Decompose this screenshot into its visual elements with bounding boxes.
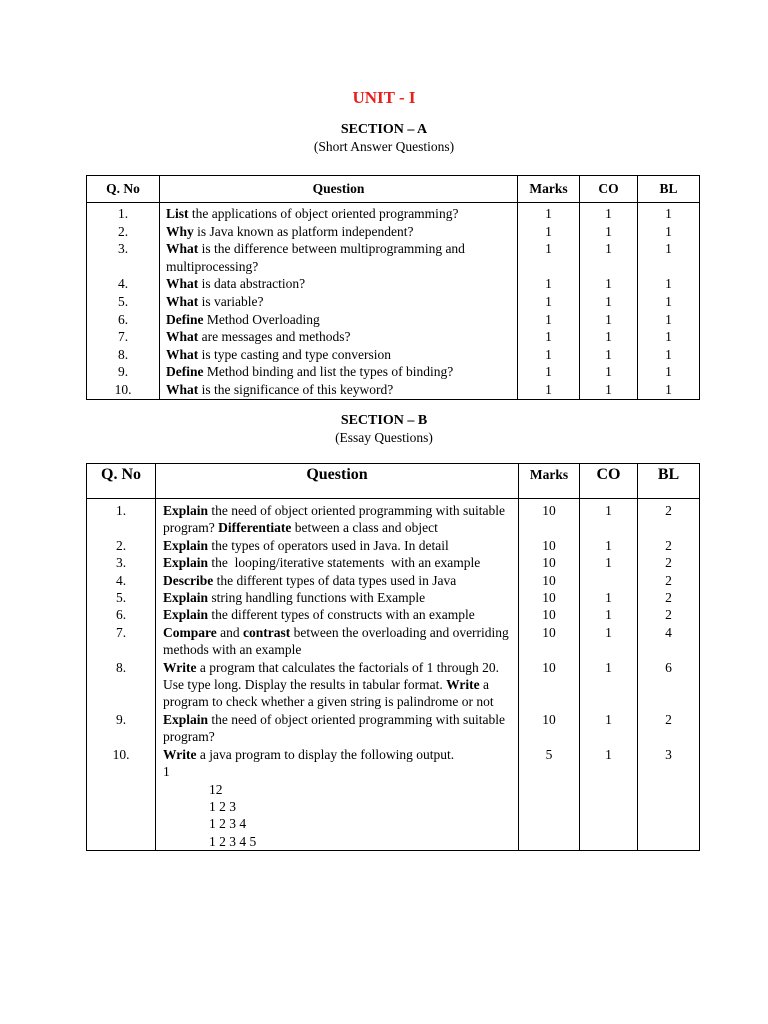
co-cell: [580, 572, 638, 589]
question-number: 5.: [87, 589, 156, 606]
marks-cell: 1: [518, 203, 580, 223]
question-number: 5.: [87, 293, 160, 311]
question-body: is Java known as platform independent?: [193, 223, 414, 239]
table-row: [87, 363, 700, 381]
header-bl: BL: [638, 464, 700, 499]
header-co: CO: [580, 464, 638, 499]
bl-cell: 1: [638, 240, 700, 275]
marks-cell: 10: [519, 624, 580, 659]
co-cell: 1: [580, 363, 638, 381]
bl-cell: 1: [638, 381, 700, 399]
header-question: Question: [156, 464, 519, 499]
question-number: 6.: [87, 606, 156, 623]
question-number: 10.: [87, 746, 156, 851]
marks-cell: 1: [518, 311, 580, 329]
marks-cell: 10: [519, 499, 580, 537]
table-row: [87, 746, 700, 851]
unit-title: UNIT - I: [352, 88, 416, 107]
question-keyword: Write: [163, 659, 197, 675]
question-text: [156, 624, 519, 659]
table-row: [87, 589, 700, 606]
question-text: [160, 311, 518, 329]
question-number: 10.: [87, 381, 160, 399]
output-line: 12: [209, 781, 223, 797]
header-qno: Q. No: [87, 464, 156, 499]
co-cell: 1: [580, 746, 638, 851]
question-number: 2.: [87, 537, 156, 554]
question-body: between a class and object: [291, 520, 438, 536]
question-keyword: Define: [166, 364, 204, 380]
bl-cell: 2: [638, 572, 700, 589]
question-number: 1.: [87, 499, 156, 537]
table-header-row: [87, 176, 700, 203]
question-body: a program to check whether a given string is palindrome or not: [163, 677, 494, 710]
bl-cell: 1: [638, 311, 700, 329]
co-cell: 1: [580, 328, 638, 346]
table-row: [87, 381, 700, 399]
table-row: [87, 328, 700, 346]
question-number: 3.: [87, 240, 160, 275]
question-keyword: Define: [166, 311, 204, 327]
question-keyword: What: [166, 346, 199, 362]
co-cell: 1: [580, 223, 638, 241]
header-co: CO: [580, 176, 638, 203]
co-cell: 1: [580, 554, 638, 571]
marks-cell: 10: [519, 606, 580, 623]
output-line: 1 2 3 4: [209, 816, 247, 832]
marks-cell: 1: [518, 293, 580, 311]
bl-cell: 1: [638, 275, 700, 293]
question-body: is the difference between multiprogramming and multiprocessing?: [166, 241, 465, 274]
essay-table: [86, 463, 700, 851]
table-row: [87, 223, 700, 241]
question-text: [160, 293, 518, 311]
question-keyword: Explain: [163, 537, 209, 553]
question-body: the applications of object oriented programming?: [188, 206, 459, 221]
question-text: [156, 499, 519, 537]
bl-cell: 2: [638, 606, 700, 623]
table-row: [87, 240, 700, 275]
co-cell: 1: [580, 203, 638, 223]
marks-cell: 10: [519, 554, 580, 571]
question-text: [156, 537, 519, 554]
question-keyword: What: [166, 329, 199, 345]
question-keyword: Write: [446, 677, 480, 693]
question-text: [156, 572, 519, 589]
table-row: [87, 311, 700, 329]
question-body: a java program to display the following output. 1: [163, 746, 515, 780]
question-text: [160, 203, 518, 223]
bl-cell: 2: [638, 554, 700, 571]
question-keyword: Explain: [163, 590, 209, 606]
question-text: [156, 606, 519, 623]
header-question: Question: [160, 176, 518, 203]
bl-cell: 1: [638, 346, 700, 364]
question-text: [156, 659, 519, 711]
question-keyword: Explain: [163, 503, 209, 518]
question-body: the different types of data types used in Java: [213, 572, 457, 588]
question-body: the need of object oriented programming with suitable program?: [163, 503, 509, 536]
question-body: string handling functions with Example: [208, 590, 426, 606]
marks-cell: 1: [518, 363, 580, 381]
question-body: between the overloading and overriding methods with an example: [163, 624, 513, 658]
question-number: 8.: [87, 346, 160, 364]
marks-cell: 1: [518, 328, 580, 346]
table-row: [87, 624, 700, 659]
marks-cell: 1: [518, 275, 580, 293]
table-header-row: [87, 464, 700, 499]
question-body: is variable?: [198, 293, 264, 309]
bl-cell: 4: [638, 624, 700, 659]
table-row: [87, 554, 700, 571]
question-keyword: Write: [163, 746, 197, 762]
table-row: [87, 203, 700, 223]
marks-cell: 1: [518, 381, 580, 399]
co-cell: 1: [580, 346, 638, 364]
section-a-subtitle: (Short Answer Questions): [313, 139, 455, 154]
question-number: 9.: [87, 711, 156, 746]
table-row: [87, 572, 700, 589]
question-number: 2.: [87, 223, 160, 241]
question-body: and: [216, 624, 243, 640]
question-keyword: What: [166, 241, 199, 257]
question-keyword: What: [166, 276, 199, 292]
question-keyword: Explain: [163, 711, 209, 727]
question-text: [156, 554, 519, 571]
co-cell: 1: [580, 499, 638, 537]
co-cell: 1: [580, 293, 638, 311]
header-qno: Q. No: [87, 176, 160, 203]
bl-cell: 1: [638, 203, 700, 223]
question-text: [160, 346, 518, 364]
output-line: 1 2 3 4 5: [209, 833, 257, 849]
question-number: 4.: [87, 275, 160, 293]
marks-cell: 1: [518, 346, 580, 364]
question-number: 7.: [87, 624, 156, 659]
question-keyword: Compare: [163, 624, 217, 640]
question-body: a program that calculates the factorials of 1 through 20. Use type long. Display the results in tabular format.: [163, 659, 503, 693]
question-keyword: What: [166, 293, 199, 309]
marks-cell: 10: [519, 659, 580, 711]
bl-cell: 2: [638, 537, 700, 554]
question-text: [160, 275, 518, 293]
co-cell: 1: [580, 381, 638, 399]
question-keyword: Differentiate: [218, 520, 292, 536]
section-a-title: SECTION – A: [340, 122, 428, 137]
table-row: [87, 499, 700, 537]
bl-cell: 1: [638, 328, 700, 346]
bl-cell: 1: [638, 293, 700, 311]
question-keyword: Describe: [163, 572, 214, 588]
bl-cell: 1: [638, 363, 700, 381]
question-body: the different types of constructs with an example: [208, 607, 475, 623]
question-text: [160, 381, 518, 399]
table-row: [87, 659, 700, 711]
question-number: 4.: [87, 572, 156, 589]
question-body: Method binding and list the types of binding?: [203, 364, 454, 380]
marks-cell: 1: [518, 223, 580, 241]
question-text: [160, 240, 518, 275]
question-text: [160, 328, 518, 346]
question-number: 9.: [87, 363, 160, 381]
question-text: [160, 363, 518, 381]
marks-cell: 10: [519, 711, 580, 746]
co-cell: 1: [580, 589, 638, 606]
section-b-title: SECTION – B: [340, 413, 428, 428]
table-row: [87, 346, 700, 364]
co-cell: 1: [580, 240, 638, 275]
question-keyword: Explain: [163, 607, 209, 623]
table-row: [87, 711, 700, 746]
question-number: 7.: [87, 328, 160, 346]
output-line: 1 2 3: [209, 798, 236, 814]
question-keyword: What: [166, 381, 199, 397]
question-keyword: List: [166, 206, 189, 221]
question-body: the looping/iterative statements with an example: [208, 555, 481, 571]
marks-cell: 10: [519, 572, 580, 589]
bl-cell: 2: [638, 711, 700, 746]
section-b-subtitle: (Essay Questions): [335, 430, 433, 445]
header-marks: Marks: [519, 464, 580, 499]
header-marks: Marks: [518, 176, 580, 203]
question-text: [156, 711, 519, 746]
short-answer-table: [86, 175, 700, 400]
bl-cell: 1: [638, 223, 700, 241]
co-cell: 1: [580, 659, 638, 711]
question-body: is type casting and type conversion: [198, 346, 391, 362]
co-cell: 1: [580, 275, 638, 293]
question-number: 6.: [87, 311, 160, 329]
co-cell: 1: [580, 624, 638, 659]
question-text: [160, 223, 518, 241]
bl-cell: 2: [638, 589, 700, 606]
marks-cell: 5: [519, 746, 580, 851]
bl-cell: 6: [638, 659, 700, 711]
question-body: the types of operators used in Java. In detail: [208, 537, 449, 553]
question-text: [156, 746, 519, 851]
table-row: [87, 293, 700, 311]
question-body: is data abstraction?: [198, 276, 306, 292]
co-cell: 1: [580, 537, 638, 554]
question-body: Method Overloading: [203, 311, 320, 327]
marks-cell: 1: [518, 240, 580, 275]
question-number: 8.: [87, 659, 156, 711]
question-text: [156, 589, 519, 606]
co-cell: 1: [580, 606, 638, 623]
table-row: [87, 537, 700, 554]
question-number: 1.: [87, 203, 160, 223]
question-keyword: contrast: [243, 624, 291, 640]
header-bl: BL: [638, 176, 700, 203]
bl-cell: 2: [638, 499, 700, 537]
question-keyword: Explain: [163, 555, 209, 571]
co-cell: 1: [580, 311, 638, 329]
question-body: is the significance of this keyword?: [198, 381, 394, 397]
co-cell: 1: [580, 711, 638, 746]
question-body: are messages and methods?: [198, 329, 351, 345]
question-number: 3.: [87, 554, 156, 571]
question-body: the need of object oriented programming with suitable program?: [163, 711, 509, 745]
table-row: [87, 275, 700, 293]
marks-cell: 10: [519, 537, 580, 554]
table-row: [87, 606, 700, 623]
question-keyword: Why: [166, 223, 194, 239]
marks-cell: 10: [519, 589, 580, 606]
bl-cell: 3: [638, 746, 700, 851]
